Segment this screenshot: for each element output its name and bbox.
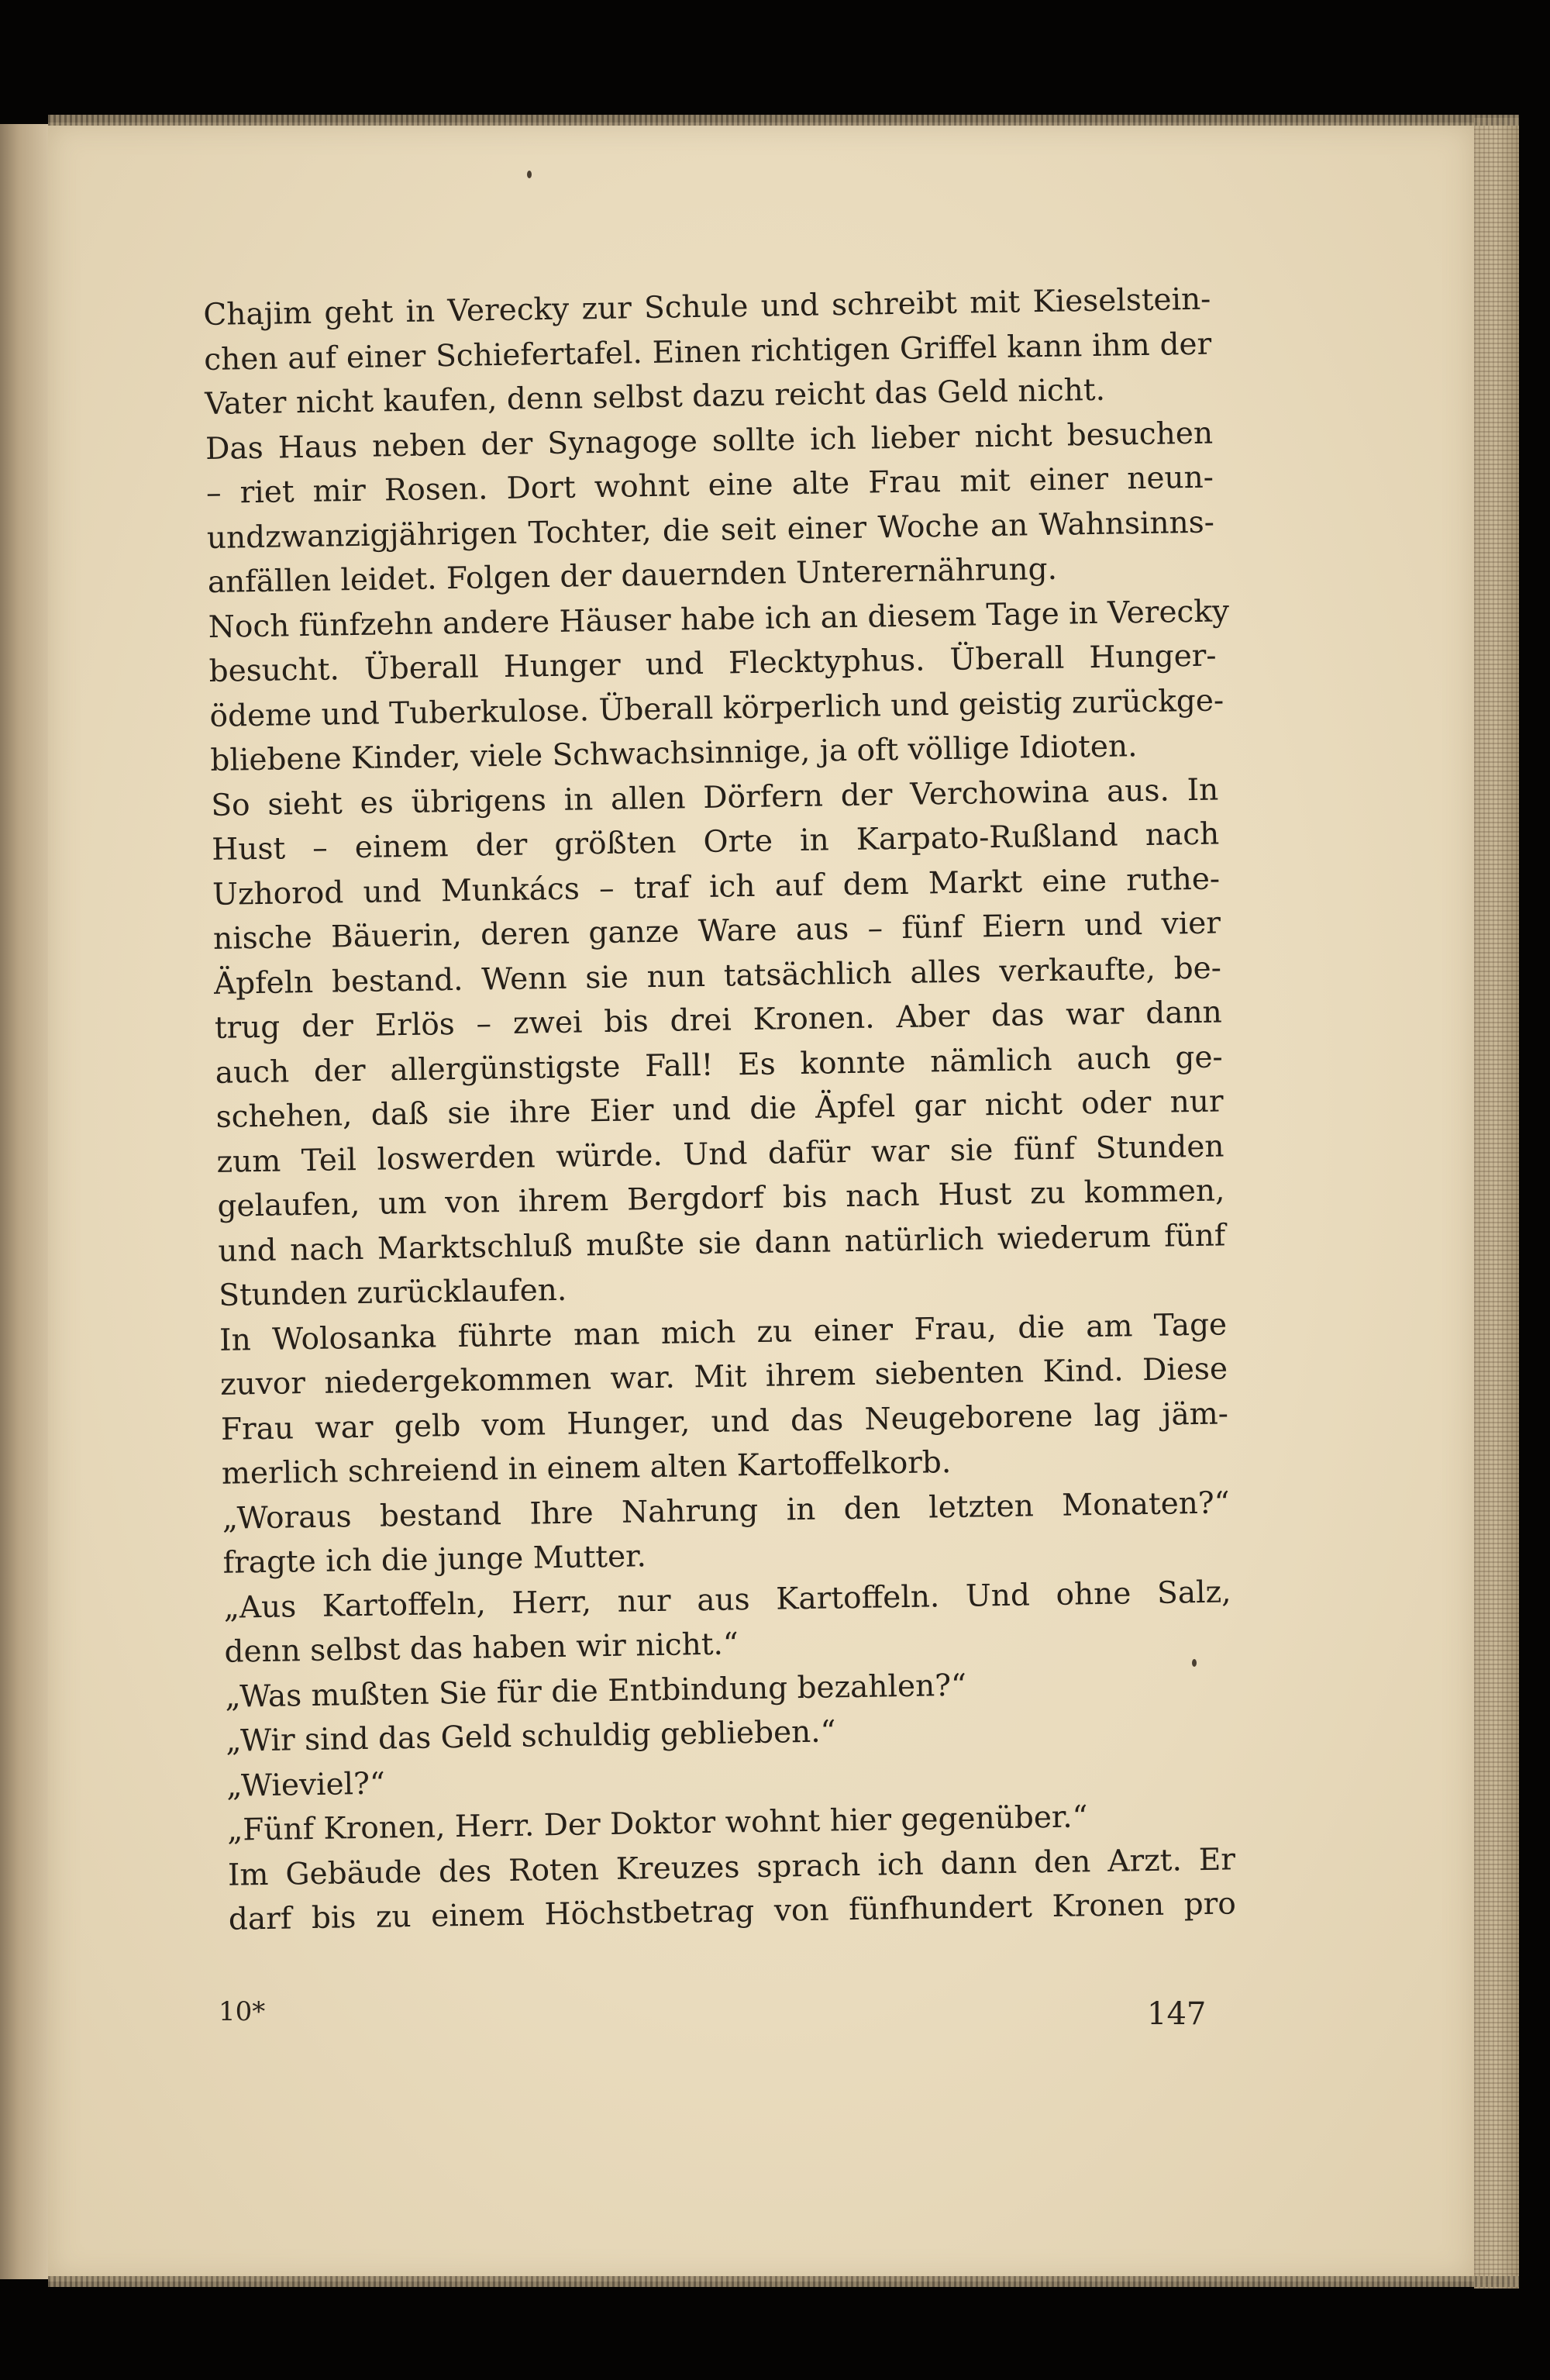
text-line: undzwanzigjährigen Tochter, die seit einer Woche an Wahnsinns- bbox=[206, 505, 1215, 556]
paper-speck bbox=[527, 171, 532, 178]
text-line: trug der Erlös – zwei bis drei Kronen. Aber das war dann bbox=[214, 995, 1223, 1046]
signature-mark: 10* bbox=[219, 1996, 266, 2027]
text-line: Noch fünfzehn andere Häuser habe ich an diesem Tage in Verecky bbox=[208, 593, 1230, 645]
text-line: und nach Marktschluß mußte sie dann natürlich wiederum fünf bbox=[218, 1217, 1226, 1269]
text-line: Hust – einem der größten Orte in Karpato-Rußland nach bbox=[211, 816, 1220, 867]
text-line: denn selbst das haben wir nicht.“ bbox=[224, 1626, 739, 1670]
top-page-edge bbox=[48, 115, 1519, 126]
text-line: Vater nicht kaufen, denn selbst dazu reicht das Geld nicht. bbox=[204, 372, 1106, 422]
page-number: 147 bbox=[1147, 1996, 1207, 2032]
body-text bbox=[203, 278, 1236, 1943]
text-line: ödeme und Tuberkulose. Überall körperlich und geistig zurückge- bbox=[209, 682, 1224, 734]
text-line: zuvor niedergekommen war. Mit ihrem siebenten Kind. Diese bbox=[219, 1351, 1228, 1402]
text-line: „Was mußten Sie für die Entbindung bezahlen?“ bbox=[225, 1668, 967, 1715]
text-line: So sieht es übrigens in allen Dörfern der Verchowina aus. In bbox=[211, 772, 1219, 823]
text-line: Chajim geht in Verecky zur Schule und schreibt mit Kieselstein- bbox=[203, 281, 1211, 333]
text-line: fragte ich die junge Mutter. bbox=[222, 1539, 647, 1581]
text-line: merlich schreiend in einem alten Kartoffelkorb. bbox=[221, 1445, 952, 1492]
text-line: Das Haus neben der Synagoge sollte ich lieber nicht besuchen bbox=[205, 416, 1214, 467]
bottom-page-edge bbox=[48, 2276, 1519, 2287]
text-line: nische Bäuerin, deren ganze Ware aus – fünf Eiern und vier bbox=[212, 905, 1221, 957]
previous-page-edge bbox=[0, 124, 48, 2279]
text-line: „Aus Kartoffeln, Herr, nur aus Kartoffeln. Und ohne Salz, bbox=[223, 1574, 1231, 1626]
text-line: besucht. Überall Hunger und Flecktyphus. Überall Hunger- bbox=[208, 638, 1217, 689]
text-line: Äpfeln bestand. Wenn sie nun tatsächlich alles verkaufte, be- bbox=[213, 950, 1222, 1002]
text-line: – riet mir Rosen. Dort wohnt eine alte Frau mit einer neun- bbox=[205, 460, 1214, 511]
text-line: zum Teil loswerden würde. Und dafür war sie fünf Stunden bbox=[216, 1128, 1224, 1180]
text-line: Uzhorod und Munkács – traf ich auf dem Markt eine ruthe- bbox=[212, 861, 1221, 912]
text-line: „Wir sind das Geld schuldig geblieben.“ bbox=[225, 1714, 836, 1759]
text-line: chen auf einer Schiefertafel. Einen richtigen Griffel kann ihm der bbox=[203, 326, 1212, 378]
text-line: „Wieviel?“ bbox=[226, 1766, 386, 1804]
text-line: gelaufen, um von ihrem Bergdorf bis nach Hust zu kommen, bbox=[217, 1173, 1225, 1224]
text-line: In Wolosanka führte man mich zu einer Frau, die am Tage bbox=[219, 1306, 1228, 1358]
text-line: schehen, daß sie ihre Eier und die Äpfel gar nicht oder nur bbox=[215, 1084, 1224, 1135]
text-line: bliebene Kinder, viele Schwachsinnige, ja oft völlige Idioten. bbox=[210, 729, 1138, 778]
text-line: auch der allergünstigste Fall! Es konnte nämlich auch ge- bbox=[215, 1039, 1223, 1091]
text-line: „Fünf Kronen, Herr. Der Doktor wohnt hier gegenüber.“ bbox=[226, 1799, 1088, 1848]
text-line: anfällen leidet. Folgen der dauernden Unterernährung. bbox=[207, 551, 1058, 600]
text-line: Im Gebäude des Roten Kreuzes sprach ich dann den Arzt. Er bbox=[227, 1841, 1236, 1893]
text-line: „Woraus bestand Ihre Nahrung in den letzten Monaten?“ bbox=[222, 1485, 1231, 1537]
book-binding bbox=[1474, 118, 1519, 2289]
text-line: Frau war gelb vom Hunger, und das Neugeborene lag jäm- bbox=[220, 1395, 1229, 1447]
text-line: Stunden zurücklaufen. bbox=[218, 1272, 567, 1313]
text-line: darf bis zu einem Höchstbetrag von fünfhundert Kronen pro bbox=[228, 1886, 1237, 1937]
